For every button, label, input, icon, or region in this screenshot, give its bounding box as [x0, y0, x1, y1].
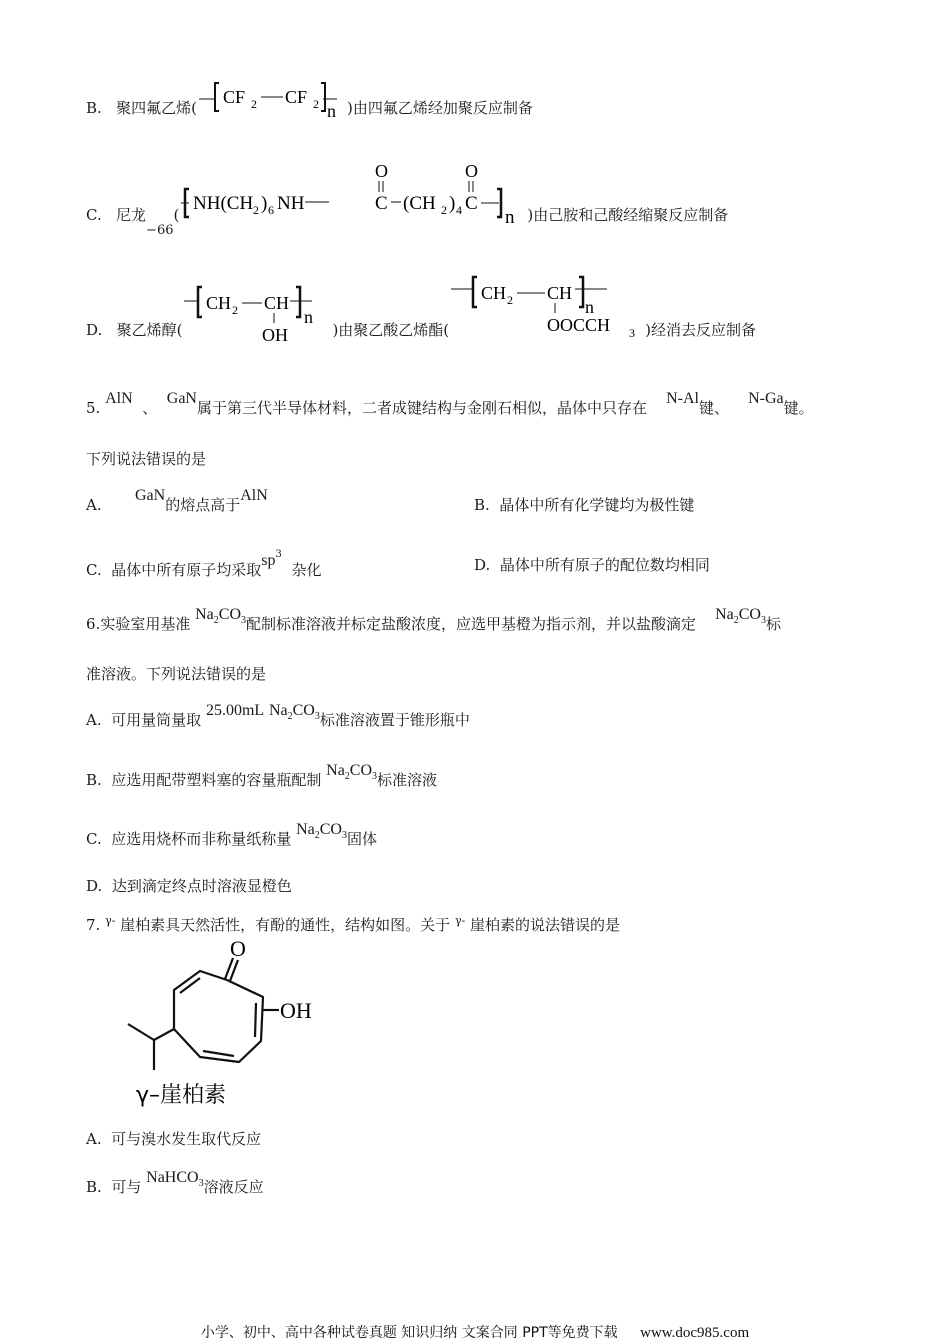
subscript: 6 — [268, 203, 275, 217]
option-text: 聚四氟乙烯( — [116, 99, 197, 117]
option-label: D. — [474, 556, 491, 574]
q5-option-c — [86, 549, 322, 581]
q4-option-c — [86, 161, 729, 241]
option-text: )由己胺和己酸经缩聚反应制备 — [527, 206, 729, 224]
option-text: )经消去反应制备 — [645, 321, 757, 339]
q5-option-b — [474, 495, 694, 515]
subscript: 2 — [250, 97, 257, 111]
chem-bond-n-ga: N-Ga — [748, 390, 784, 407]
carbonyl-oxygen: O — [230, 936, 246, 961]
page-footer — [0, 1322, 950, 1342]
question-text: 属于第三代半导体材料，二者成键结构与金刚石相似，晶体中只存在 — [196, 399, 647, 417]
option-label: A. — [86, 711, 102, 729]
q5-stem-line2: 下列说法错误的是 — [86, 450, 207, 468]
superscript: 3 — [275, 549, 282, 560]
question-text: 键、 — [698, 399, 729, 417]
ch-unit: CH — [264, 293, 290, 313]
chem-na2co3 — [715, 606, 766, 626]
option-text: )由聚乙酸乙烯酯( — [332, 321, 450, 339]
option-label: B. — [474, 496, 490, 514]
carbonyl-oxygen: O — [375, 161, 389, 181]
footer-link[interactable]: www.doc985.com — [640, 1325, 750, 1341]
option-text: 固体 — [346, 830, 377, 848]
carbonyl-carbon: C — [465, 193, 479, 214]
q5-option-d — [474, 555, 710, 575]
pvac-formula — [449, 277, 645, 341]
option-label: C. — [86, 561, 102, 579]
subscript: 2 — [213, 615, 219, 626]
subscript: 2 — [441, 203, 448, 217]
n-label: n — [505, 207, 515, 228]
question-text: 崖柏素具天然活性，有酚的通性，结构如图。关于 — [120, 916, 451, 934]
option-text: 聚乙烯醇( — [116, 321, 183, 339]
q7-stem — [86, 911, 620, 935]
q6-option-a — [86, 702, 470, 737]
structure-caption: γ–崖柏素 — [136, 1083, 227, 1108]
subscript: −66 — [146, 223, 174, 238]
q5-option-a — [86, 487, 268, 516]
subscript: 2 — [232, 303, 239, 317]
volume-amount: 25.00mL — [205, 702, 265, 719]
question-text: 实验室用基准 — [100, 615, 191, 633]
subscript: 2 — [312, 97, 319, 111]
option-text: 可用量筒量取 — [111, 711, 202, 729]
ch2-unit: CH — [481, 283, 507, 303]
subscript: 4 — [456, 203, 463, 217]
chem-part: Na — [296, 821, 315, 838]
chem-part: Na — [268, 702, 288, 719]
option-text: 晶体中所有化学键均为极性键 — [499, 496, 695, 514]
footer-text: 小学、初中、高中各种试卷真题 知识归纳 文案合同 PPT等免费下载 — [200, 1325, 618, 1341]
chem-part: CO — [319, 821, 342, 838]
option-text: 可与 — [111, 1178, 142, 1196]
question-number: 6. — [86, 615, 101, 633]
hydroxyl-group: OH — [262, 325, 289, 345]
n-label: n — [326, 101, 336, 121]
ptfe-formula — [197, 75, 347, 119]
chem-na2co3 — [326, 762, 378, 782]
q5-stem — [86, 390, 814, 419]
q4-option-d — [86, 283, 757, 347]
option-text: 的熔点高于 — [165, 496, 241, 514]
n-label: n — [304, 307, 314, 327]
option-text: 达到滴定终点时溶液显橙色 — [111, 877, 292, 895]
carbonyl-oxygen: O — [465, 161, 479, 181]
paren: ) — [261, 193, 268, 214]
gamma-thujaplicin-structure — [84, 936, 312, 1110]
question-number: 5. — [86, 399, 101, 417]
question-number: 7. — [86, 916, 101, 934]
cf2-unit: CF — [222, 87, 245, 107]
ch-unit: CH — [547, 283, 573, 303]
subscript: 2 — [287, 711, 293, 722]
nylon-formula — [179, 155, 527, 228]
subscript: 2 — [253, 203, 260, 217]
chem-na2co3 — [268, 702, 320, 722]
q6-stem-line2: 准溶液。下列说法错误的是 — [86, 665, 267, 683]
q6-option-d — [86, 876, 292, 896]
gamma-prefix: γ- — [105, 914, 116, 927]
chem-aln: AlN — [240, 487, 268, 504]
ch2-unit: CH — [206, 293, 232, 313]
question-text: 键。 — [783, 399, 814, 417]
option-text: 晶体中所有原子的配位数均相同 — [499, 556, 710, 574]
option-label: B. — [86, 771, 102, 789]
option-label: C. — [86, 830, 102, 848]
chem-part: CO — [349, 762, 373, 779]
option-label: B. — [86, 1178, 102, 1196]
option-text: 应选用烧杯而非称量纸称量 — [111, 830, 292, 848]
chem-na2co3 — [296, 821, 347, 841]
gamma-prefix: γ- — [454, 914, 466, 927]
subscript: 2 — [314, 830, 320, 841]
option-label: C. — [86, 206, 102, 224]
chem-part: CO — [218, 606, 241, 623]
separator: 、 — [142, 399, 158, 417]
q6-option-b — [86, 762, 438, 797]
option-text: )由四氟乙烯经加聚反应制备 — [346, 99, 533, 117]
option-label: D. — [86, 321, 103, 339]
option-label: D. — [86, 877, 103, 895]
option-text: 尼龙 — [116, 206, 147, 224]
subscript: 3 — [341, 830, 347, 841]
question-text: 配制标准溶液并标定盐酸浓度，应选甲基橙为指示剂，并以盐酸滴定 — [246, 615, 697, 633]
chem-gan: GaN — [166, 390, 197, 407]
option-label: A. — [86, 1130, 102, 1148]
n-label: n — [585, 297, 595, 317]
subscript: 3 — [629, 326, 636, 340]
option-text: 晶体中所有原子均采取 — [111, 561, 262, 579]
chem-part: CO — [292, 702, 315, 719]
subscript: 2 — [507, 293, 514, 307]
option-label: A. — [86, 496, 102, 514]
paren: ) — [449, 193, 456, 214]
chem-aln: AlN — [105, 390, 133, 407]
subscript: 3 — [314, 711, 320, 722]
option-text: 可与溴水发生取代反应 — [111, 1130, 262, 1148]
hydroxyl-group: OH — [280, 998, 312, 1023]
subscript: 3 — [198, 1178, 204, 1189]
subscript: 2 — [733, 615, 739, 626]
option-label: B. — [86, 99, 102, 117]
q6-option-c — [86, 821, 377, 856]
nh-ch2: NH(CH — [193, 193, 254, 214]
q4-option-b — [86, 87, 533, 121]
acetate-group: OOCCH — [547, 315, 611, 335]
chem-part: NaHCO — [146, 1169, 199, 1186]
chem-part: Na — [195, 606, 214, 623]
chem-part: CO — [738, 606, 761, 623]
chem-part: Na — [326, 762, 345, 779]
chem-part: Na — [715, 606, 734, 623]
option-text: 标准溶液 — [377, 771, 438, 789]
carbonyl-carbon: C — [375, 193, 389, 214]
q7-option-b — [86, 1169, 264, 1204]
question-text: 崖柏素的说法错误的是 — [470, 916, 621, 934]
option-text: 标准溶液置于锥形瓶中 — [319, 711, 470, 729]
question-text: 标 — [765, 615, 781, 633]
q7-option-a — [86, 1129, 261, 1149]
pva-formula — [182, 283, 332, 347]
paren: ( — [173, 206, 180, 224]
ch2-chain: (CH — [403, 193, 437, 214]
subscript: 3 — [372, 771, 378, 782]
chem-bond-n-al: N-Al — [666, 390, 699, 407]
nh: NH — [277, 193, 305, 214]
subscript: 3 — [241, 615, 246, 626]
chem-gan: GaN — [135, 487, 166, 504]
subscript: 2 — [344, 771, 350, 782]
chem-na2co3 — [195, 606, 246, 626]
cf2-unit: CF — [284, 87, 307, 107]
subscript: 3 — [760, 615, 766, 626]
chem-nahco3 — [146, 1169, 204, 1189]
chem-sp: sp — [261, 552, 276, 569]
option-text: 溶液反应 — [203, 1178, 264, 1196]
option-text: 应选用配带塑料塞的容量瓶配制 — [111, 771, 322, 789]
option-text: 杂化 — [291, 561, 322, 579]
q6-stem — [86, 606, 781, 641]
